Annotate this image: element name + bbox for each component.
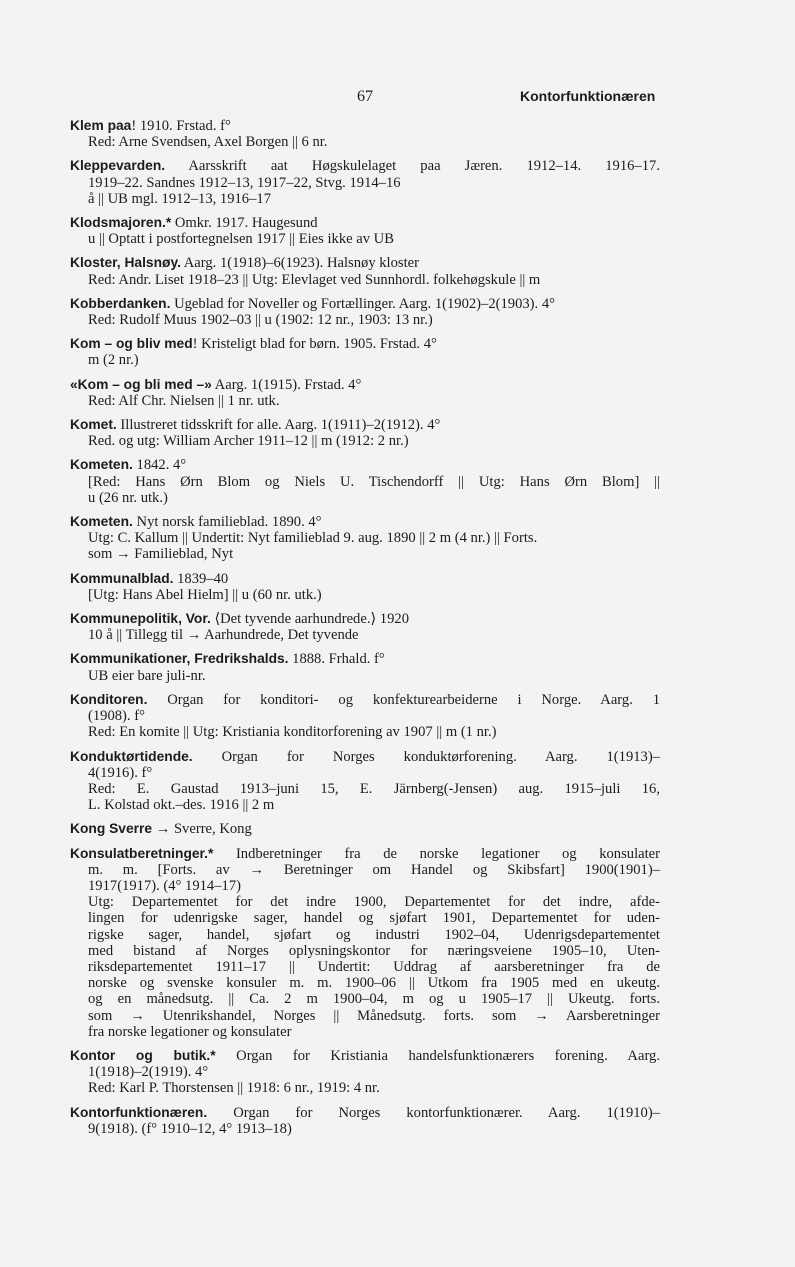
entry-text: Red: E. Gaustad 1913–juni 15, E. Järnberg(-Jensen) aug. 1915–juli 16, bbox=[88, 780, 660, 797]
entry-continuation-line bbox=[70, 433, 660, 449]
entry-continuation-line bbox=[70, 312, 660, 328]
entry bbox=[70, 514, 660, 563]
entry-continuation-line bbox=[70, 272, 660, 288]
entry-continuation-line bbox=[70, 352, 660, 368]
entry-first-line bbox=[70, 118, 660, 134]
entry-text: norske og svenske konsuler m. m. 1900–06 || Utkom fra 1905 med en ukeutg. bbox=[88, 975, 660, 992]
entry-headword: Kommunalblad. bbox=[70, 570, 174, 586]
entry-continuation-line bbox=[70, 862, 660, 878]
entry-continuation-line bbox=[70, 765, 660, 781]
entry-first-line bbox=[70, 1048, 660, 1064]
entry-first-line bbox=[70, 377, 660, 393]
entry bbox=[70, 158, 660, 207]
entry-headword: Klodsmajoren.* bbox=[70, 215, 172, 231]
entry-headword: Kong Sverre bbox=[70, 821, 153, 837]
entry-continuation-line bbox=[70, 991, 660, 1007]
entry-continuation-line bbox=[70, 627, 660, 643]
entry-first-line bbox=[70, 749, 660, 765]
entry-continuation-line bbox=[70, 175, 660, 191]
entry-text: riksdepartementet 1911–17 || Undertit: Uddrag af aarsberetninger fra de bbox=[88, 958, 660, 975]
entry-first-line bbox=[70, 846, 660, 862]
entry-continuation-line bbox=[70, 927, 660, 943]
entry-text: Utg: Departementet for det indre 1900, Departementet for det indre, afde- bbox=[88, 894, 660, 911]
running-head: Kontorfunktionæren bbox=[520, 88, 656, 104]
bibliography-entries bbox=[70, 118, 660, 1145]
entry-headword: «Kom – og bli med –» bbox=[70, 376, 212, 392]
entry bbox=[70, 457, 660, 506]
entry-text: u || Optatt i postfortegnelsen 1917 || Eies ikke av UB bbox=[88, 231, 394, 248]
entry-first-line bbox=[70, 514, 660, 530]
entry-first-line bbox=[70, 336, 660, 352]
entry-text: Aarg. 1(1918)–6(1923). Halsnøy kloster bbox=[180, 255, 419, 272]
entry-headword: Kobberdanken. bbox=[70, 295, 171, 311]
entry-continuation-line bbox=[70, 959, 660, 975]
entry-headword: Kometen. bbox=[70, 457, 133, 473]
entry bbox=[70, 377, 660, 409]
entry-text: Red: Rudolf Muus 1902–03 || u (1902: 12 nr., 1903: 13 nr.) bbox=[88, 312, 433, 329]
entry-text: 4(1916). f° bbox=[88, 764, 153, 781]
entry-text: og en månedsutg. || Ca. 2 m 1900–04, m og u 1905–17 || Ukeutg. forts. bbox=[88, 991, 660, 1008]
entry-headword: Konditoren. bbox=[70, 691, 148, 707]
entry-text: m. m. [Forts. av → Beretninger om Handel og Skibsfart] 1900(1901)– bbox=[88, 861, 660, 878]
entry-headword: Konsulatberetninger.* bbox=[70, 845, 214, 861]
entry-continuation-line bbox=[70, 894, 660, 910]
entry-headword: Kloster, Halsnøy. bbox=[70, 255, 181, 271]
entry-text: ⟨Det tyvende aarhundrede.⟩ 1920 bbox=[210, 611, 409, 628]
entry-text: Red. og utg: William Archer 1911–12 || m (1912: 2 nr.) bbox=[88, 433, 409, 450]
entry-text: Organ for konditori- og konfekturearbeiderne i Norge. Aarg. 1 bbox=[147, 691, 660, 708]
entry-text: m (2 nr.) bbox=[88, 352, 139, 369]
entry-text: Red: Alf Chr. Nielsen || 1 nr. utk. bbox=[88, 392, 280, 409]
entry-first-line bbox=[70, 611, 660, 627]
entry bbox=[70, 336, 660, 368]
entry-text: med bistand af Norges oplysningskontor for næringsveiene 1905–10, Uten- bbox=[88, 942, 660, 959]
entry-text: Red: Arne Svendsen, Axel Borgen || 6 nr. bbox=[88, 134, 328, 151]
entry-headword: Kontorfunktionæren. bbox=[70, 1104, 208, 1120]
entry-text: 1917(1917). (4° 1914–17) bbox=[88, 877, 241, 894]
entry-text: Aarsskrift aat Høgskulelaget paa Jæren. 1912–14. 1916–17. bbox=[165, 158, 660, 175]
entry-text: Organ for Kristiania handelsfunktionærers forening. Aarg. bbox=[215, 1047, 660, 1064]
entry bbox=[70, 651, 660, 683]
entry-headword: Kleppevarden. bbox=[70, 158, 166, 174]
entry-text: Illustreret tidsskrift for alle. Aarg. 1(1911)–2(1912). 4° bbox=[116, 417, 441, 434]
entry-continuation-line bbox=[70, 797, 660, 813]
entry-text: ! 1910. Frstad. f° bbox=[131, 118, 231, 134]
entry bbox=[70, 821, 660, 837]
entry-text: ! Kristeligt blad for børn. 1905. Frstad. 4° bbox=[192, 336, 437, 353]
entry-continuation-line bbox=[70, 191, 660, 207]
entry-text: u (26 nr. utk.) bbox=[88, 489, 168, 506]
entry bbox=[70, 749, 660, 814]
entry-continuation-line bbox=[70, 708, 660, 724]
entry-headword: Kom – og bliv med bbox=[70, 336, 193, 352]
entry-text: som → Utenrikshandel, Norges || Månedsutg. forts. som → Aarsberetninger bbox=[88, 1007, 660, 1024]
entry-text: Organ for Norges konduktørforening. Aarg. 1(1913)– bbox=[192, 748, 660, 765]
entry-continuation-line bbox=[70, 231, 660, 247]
entry-continuation-line bbox=[70, 975, 660, 991]
entry-text: Utg: C. Kallum || Undertit: Nyt familieblad 9. aug. 1890 || 2 m (4 nr.) || Forts. bbox=[88, 530, 538, 547]
entry-first-line bbox=[70, 417, 660, 433]
entry-text: UB eier bare juli-nr. bbox=[88, 667, 206, 684]
entry-continuation-line bbox=[70, 878, 660, 894]
entry-text: → Sverre, Kong bbox=[152, 821, 252, 838]
entry-first-line bbox=[70, 651, 660, 667]
entry bbox=[70, 1048, 660, 1097]
entry-continuation-line bbox=[70, 393, 660, 409]
entry-text: Indberetninger fra de norske legationer og konsulater bbox=[213, 845, 660, 862]
entry-headword: Klem paa bbox=[70, 118, 132, 133]
entry-text: 9(1918). (f° 1910–12, 4° 1913–18) bbox=[88, 1120, 292, 1137]
entry-first-line bbox=[70, 255, 660, 271]
entry-text: 1839–40 bbox=[173, 570, 229, 587]
entry bbox=[70, 846, 660, 1040]
entry bbox=[70, 692, 660, 741]
entry bbox=[70, 255, 660, 287]
entry-continuation-line bbox=[70, 490, 660, 506]
entry-first-line bbox=[70, 571, 660, 587]
entry-text: Red: Karl P. Thorstensen || 1918: 6 nr., 1919: 4 nr. bbox=[88, 1080, 380, 1097]
entry-continuation-line bbox=[70, 587, 660, 603]
entry bbox=[70, 215, 660, 247]
entry-text: lingen for udenrigske sager, handel og sjøfart 1901, Departementet for uden- bbox=[88, 910, 660, 927]
entry-text: Organ for Norges kontorfunktionærer. Aarg. 1(1910)– bbox=[207, 1104, 660, 1121]
entry-text: Red: En komite || Utg: Kristiania konditorforening av 1907 || m (1 nr.) bbox=[88, 724, 497, 741]
entry-text: rigske sager, handel, sjøfart og industri 1902–04, Udenrigsdepartementet bbox=[88, 926, 660, 943]
entry bbox=[70, 296, 660, 328]
entry-headword: Konduktørtidende. bbox=[70, 748, 193, 764]
entry-first-line bbox=[70, 296, 660, 312]
entry bbox=[70, 571, 660, 603]
entry-continuation-line bbox=[70, 474, 660, 490]
entry-text: Nyt norsk familieblad. 1890. 4° bbox=[132, 514, 322, 531]
entry-headword: Kontor og butik.* bbox=[70, 1047, 216, 1063]
entry-continuation-line bbox=[70, 1080, 660, 1096]
entry-text: Aarg. 1(1915). Frstad. 4° bbox=[211, 376, 362, 393]
entry bbox=[70, 1105, 660, 1137]
entry-first-line bbox=[70, 1105, 660, 1121]
entry-text: Red: Andr. Liset 1918–23 || Utg: Elevlaget ved Sunnhordl. folkehøgskule || m bbox=[88, 271, 541, 288]
entry-continuation-line bbox=[70, 943, 660, 959]
entry-continuation-line bbox=[70, 1064, 660, 1080]
entry-text: 10 å || Tillegg til → Aarhundrede, Det tyvende bbox=[88, 627, 359, 644]
entry-headword: Kommunikationer, Fredrikshalds. bbox=[70, 651, 289, 667]
entry-text: (1908). f° bbox=[88, 708, 145, 725]
entry-continuation-line bbox=[70, 546, 660, 562]
entry-headword: Komet. bbox=[70, 417, 117, 433]
entry-continuation-line bbox=[70, 1008, 660, 1024]
entry-continuation-line bbox=[70, 724, 660, 740]
entry-text: å || UB mgl. 1912–13, 1916–17 bbox=[88, 190, 271, 207]
entry-continuation-line bbox=[70, 134, 660, 150]
entry bbox=[70, 611, 660, 643]
entry-headword: Kometen. bbox=[70, 514, 133, 530]
entry-continuation-line bbox=[70, 668, 660, 684]
page-number: 67 bbox=[357, 88, 373, 105]
entry-text: fra norske legationer og konsulater bbox=[88, 1023, 292, 1040]
entry-continuation-line bbox=[70, 910, 660, 926]
entry-text: Omkr. 1917. Haugesund bbox=[171, 215, 318, 232]
entry-first-line bbox=[70, 457, 660, 473]
entry-continuation-line bbox=[70, 1121, 660, 1137]
entry-text: L. Kolstad okt.–des. 1916 || 2 m bbox=[88, 797, 275, 814]
entry-text: som → Familieblad, Nyt bbox=[88, 546, 234, 563]
entry-first-line bbox=[70, 692, 660, 708]
entry bbox=[70, 118, 660, 150]
entry-text: 1888. Frhald. f° bbox=[288, 651, 385, 668]
entry-text: 1842. 4° bbox=[132, 457, 187, 474]
entry-continuation-line bbox=[70, 781, 660, 797]
entry-first-line bbox=[70, 215, 660, 231]
entry-text: [Red: Hans Ørn Blom og Niels U. Tischendorff || Utg: Hans Ørn Blom] || bbox=[88, 473, 660, 490]
entry-continuation-line bbox=[70, 1024, 660, 1040]
entry-headword: Kommunepolitik, Vor. bbox=[70, 611, 211, 627]
entry bbox=[70, 417, 660, 449]
entry-continuation-line bbox=[70, 530, 660, 546]
entry-text: [Utg: Hans Abel Hielm] || u (60 nr. utk.) bbox=[88, 586, 322, 603]
entry-text: Ugeblad for Noveller og Fortællinger. Aarg. 1(1902)–2(1903). 4° bbox=[170, 295, 555, 312]
entry-first-line bbox=[70, 821, 660, 837]
entry-text: 1919–22. Sandnes 1912–13, 1917–22, Stvg. 1914–16 bbox=[88, 174, 401, 191]
entry-first-line bbox=[70, 158, 660, 174]
entry-text: 1(1918)–2(1919). 4° bbox=[88, 1064, 209, 1081]
